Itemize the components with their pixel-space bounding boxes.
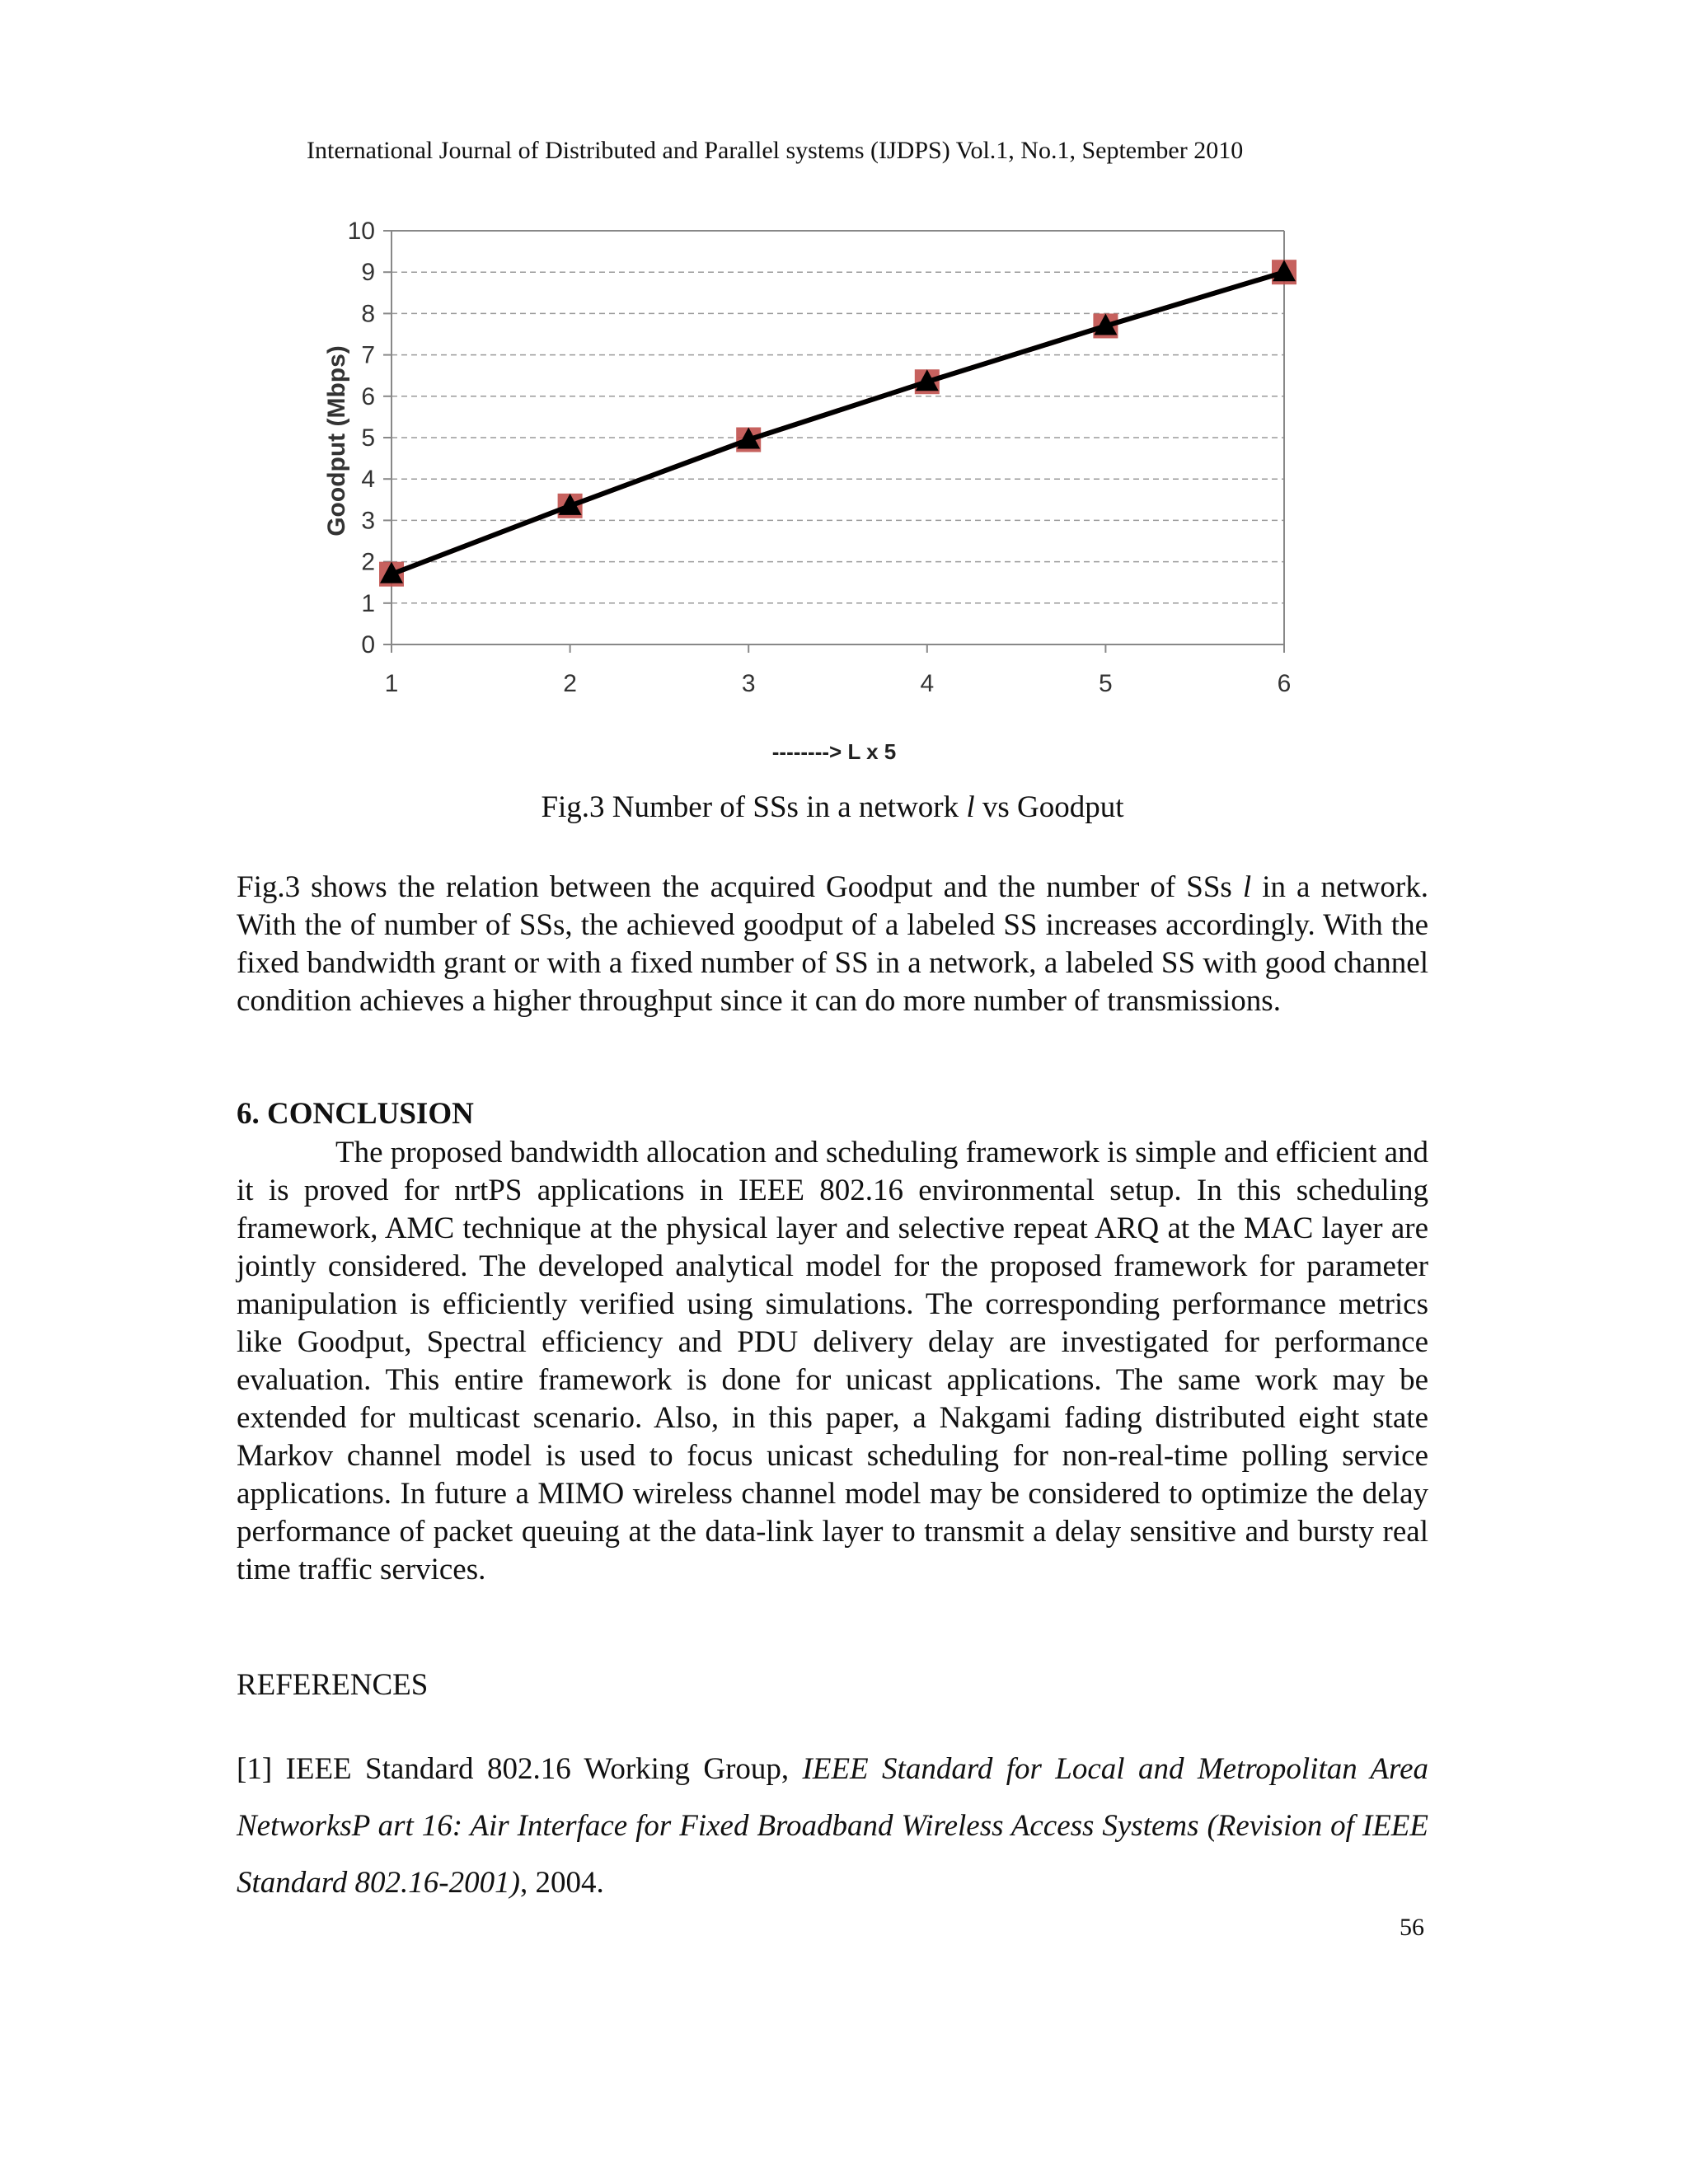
y-tick-label: 0: [361, 631, 375, 658]
results-text-after: in a network. With the of number of SSs, the achieved goodput of a labeled SS increases accordingly. With the fixed bandwidth grant or with a fixed number of SS in a network, a labeled SS with good channel condition achieves a higher throughput since it can do more number of transmissions.: [237, 870, 1428, 1018]
x-tick-label: 5: [1099, 670, 1113, 697]
x-tick-label: 4: [920, 670, 935, 697]
references-heading: REFERENCES: [237, 1668, 429, 1702]
x-tick-labels: [385, 670, 1292, 697]
conclusion-paragraph: The proposed bandwidth allocation and scheduling framework is simple and efficient and it is proved for nrtPS applications in IEEE 802.16 environmental setup. In this scheduling framework, AMC technique at the physical layer and selective repeat ARQ at the MAC layer are jointly considered. The developed analytical model for the proposed framework for parameter manipulation is efficiently verified using simulations. The corresponding performance metrics like Goodput, Spectral efficiency and PDU delivery delay are investigated for performance evaluation. This entire framework is done for unicast applications. The same work may be extended for multicast scenario. Also, in this paper, a Nakgami fading distributed eight state Markov channel model is used to focus unicast scheduling for non-real-time polling service applications. In future a MIMO wireless channel model may be considered to optimize the delay performance of packet queuing at the data-link layer to transmit a delay sensitive and bursty real time traffic services.: [237, 1136, 1428, 1586]
y-tick-labels: [348, 218, 375, 658]
reference-suffix: , 2004.: [519, 1866, 604, 1900]
y-tick-label: 1: [361, 589, 375, 617]
chart-series: [379, 260, 1296, 586]
reference-prefix: [1] IEEE Standard 802.16 Working Group,: [237, 1752, 803, 1786]
y-tick-label: 9: [361, 259, 375, 287]
y-tick-label: 3: [361, 507, 375, 535]
reference-title: IEEE Standard for Local and Metropolitan Area NetworksP art 16: Air Interface for Fixed Broadband Wireless Access Systems (Revision of IEEE Standard 802.16-2001): [237, 1752, 1428, 1900]
x-tick-label: 6: [1277, 670, 1292, 697]
reference-item: [237, 1741, 1428, 1911]
page-number: 56: [1400, 1914, 1424, 1941]
y-tick-label: 10: [347, 218, 375, 245]
series-line-square: [392, 272, 1284, 574]
results-paragraph: [237, 869, 1428, 1020]
y-tick-label: 8: [361, 300, 375, 328]
y-tick-label: 7: [361, 341, 375, 369]
y-axis-label: Goodput (Mbps): [323, 345, 350, 537]
caption-suffix: vs Goodput: [974, 790, 1124, 824]
goodput-line-chart: [297, 202, 1335, 771]
series-line-triangle: [392, 272, 1284, 574]
y-tick-label: 5: [361, 424, 375, 452]
chart-axes: [383, 231, 1284, 653]
caption-prefix: Fig.3 Number of SSs in a network: [541, 790, 967, 824]
figure-caption: [0, 790, 1665, 825]
x-tick-label: 1: [384, 670, 399, 697]
caption-variable: l: [966, 790, 975, 824]
journal-header: International Journal of Distributed and Parallel systems (IJDPS) Vol.1, No.1, September 2010: [307, 137, 1244, 164]
x-axis-label: --------> L x 5: [771, 739, 897, 764]
y-tick-label: 2: [361, 548, 375, 576]
x-tick-label: 2: [563, 670, 577, 697]
y-tick-label: 4: [361, 466, 375, 494]
chart-gridlines: [392, 231, 1284, 603]
x-tick-label: 3: [741, 670, 756, 697]
y-tick-label: 6: [361, 382, 375, 410]
results-text-before: Fig.3 shows the relation between the acquired Goodput and the number of SSs: [237, 870, 1243, 904]
results-variable: l: [1242, 870, 1252, 904]
conclusion-heading: 6. CONCLUSION: [237, 1097, 474, 1131]
